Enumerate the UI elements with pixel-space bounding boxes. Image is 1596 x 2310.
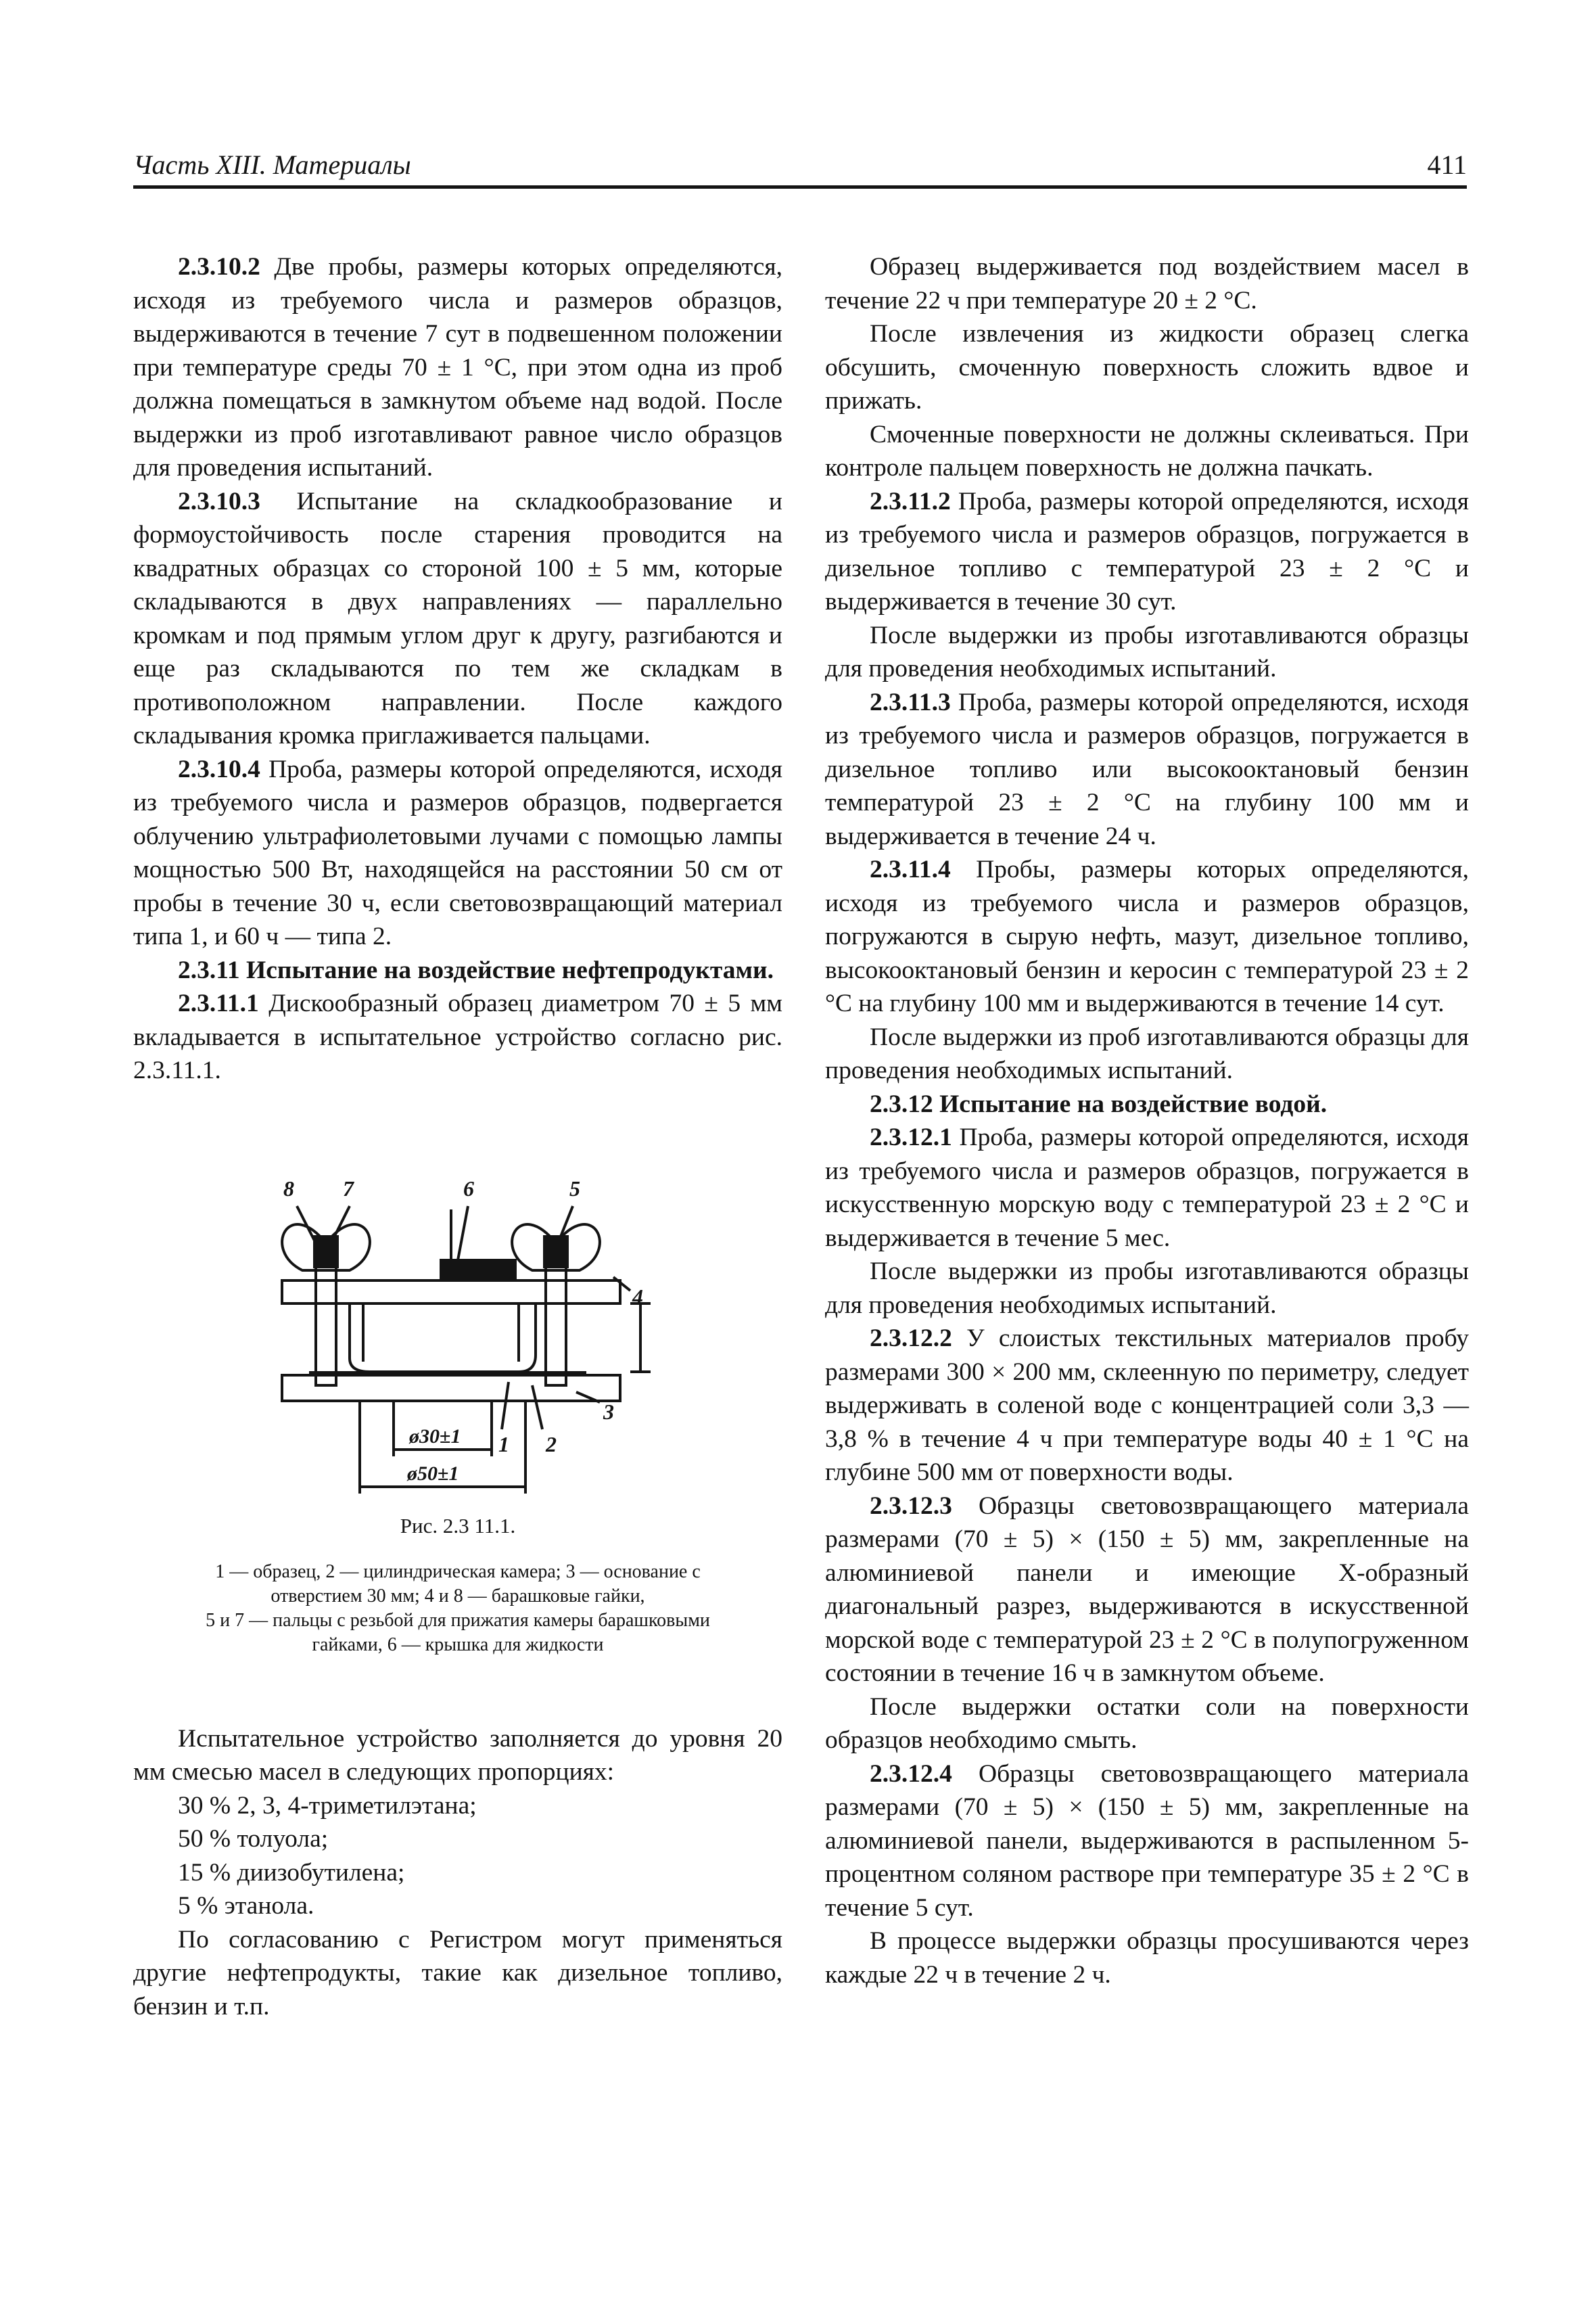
clause-text: Испытание на складкообразование и формоустойчивость после старения проводится на квадратных образцах со стороной 100 ± 5 мм, которые складываются в двух направлениях — параллельно кромкам и под прямым углом друг к другу, разгибаются и еще раз складываются по тем же складкам в противоположном направлении. После каждого складывания кромка приглаживается пальцами. [133, 487, 782, 749]
clause-number: 2.3.11.4 [870, 856, 951, 883]
paragraph-2-3-11-4 [825, 853, 1469, 1021]
paragraph-2-3-12-4 [825, 1757, 1469, 1925]
paragraph-2-3-10-2 [133, 250, 782, 485]
clause-number: 2.3.12.1 [870, 1124, 952, 1151]
cylinder-chamber [350, 1303, 536, 1372]
label-6: 6 [463, 1176, 474, 1201]
paragraph: Смоченные поверхности не должны склеиваться. При контроле пальцем поверхность не должна пачкать. [825, 420, 1469, 482]
clause-text: Проба, размеры которой определяются, исходя из требуемого числа и размеров образцов, погружается в искусственную морскую воду с температурой 23 ± 2 °С и выдерживается в течение 5 мес. [825, 1124, 1469, 1252]
legend-line-2: 5 и 7 — пальцы с резьбой для прижатия камеры барашковыми гайками, 6 — крышка для жидкости [206, 1609, 710, 1655]
clause-number: 2.3.10.2 [178, 253, 260, 281]
clause-number: 2.3.11.2 [870, 487, 951, 515]
label-7: 7 [343, 1176, 354, 1201]
figure-caption: Рис. 2.3 11.1. [400, 1513, 516, 1538]
section-heading-2-3-11 [133, 954, 782, 988]
paragraph-2-3-12-2 [825, 1322, 1469, 1489]
label-8: 8 [283, 1176, 294, 1201]
left-column [133, 250, 782, 2023]
clamp-plate [282, 1280, 620, 1303]
dimension-inner: ø30±1 [409, 1425, 461, 1448]
paragraph-2-3-12-1 [825, 1121, 1469, 1255]
base-plate [282, 1375, 620, 1401]
page-number: 411 [1427, 149, 1467, 180]
paragraph-mixture: Испытательное устройство заполняется до уровня 20 мм смесью масел в следующих пропорциях: [133, 1724, 782, 1786]
paragraph: После выдержки из проб изготавливаются образцы для проведения необходимых испытаний. [825, 1023, 1469, 1084]
clause-text: Образцы световозвращающего материала размерами (70 ± 5) × (150 ± 5) мм, закрепленные на алюминиевой панели и имеющие Х-образный диагональный разрез, выдерживаются в искусственной морской воде с температурой 23 ± 2 °С в полупогруженном состоянии в течение 16 ч в замкнутом объеме. [825, 1492, 1469, 1687]
clause-text: Дискообразный образец диаметром 70 ± 5 мм вкладывается в испытательное устройство согласно рис. 2.3.11.1. [133, 990, 782, 1084]
clause-number: 2.3.12.4 [870, 1759, 952, 1788]
paragraph: После выдержки остатки соли на поверхности образцов необходимо смыть. [825, 1692, 1469, 1754]
clause-number: 2.3.10.4 [178, 755, 260, 783]
paragraph-2-3-12-3 [825, 1489, 1469, 1690]
clause-number: 2.3.11.1 [178, 990, 259, 1017]
clause-text: Проба, размеры которой определяются, исходя из требуемого числа и размеров образцов, погружается в дизельное топливо или высокооктановый бензин температурой 23 ± 2 °С на глубину 100 мм и выдерживается в течение 24 ч. [825, 688, 1469, 850]
label-4: 4 [632, 1284, 643, 1309]
list-item: 15 % диизобутилена; [178, 1858, 405, 1887]
section-heading: 2.3.12 Испытание на воздействие водой. [870, 1090, 1328, 1118]
test-device-figure [133, 1169, 782, 1507]
paragraph-2-3-11-2 [825, 485, 1469, 619]
dimension-outer: ø50±1 [407, 1462, 459, 1485]
paragraph: После извлечения из жидкости образец слегка обсушить, смоченную поверхность сложить вдвое и прижать. [825, 320, 1469, 415]
right-column [825, 250, 1469, 1991]
legend-line-1: 1 — образец, 2 — цилиндрическая камера; 3 — основание с отверстием 30 мм; 4 и 8 — барашковые гайки, [215, 1561, 701, 1607]
paragraph: В процессе выдержки образцы просушиваются через каждые 22 ч в течение 2 ч. [825, 1927, 1469, 1989]
clause-number: 2.3.12.3 [870, 1492, 952, 1520]
paragraph-2-3-11-1 [133, 987, 782, 1088]
clause-number: 2.3.10.3 [178, 487, 260, 515]
paragraph: Образец выдерживается под воздействием масел в течение 22 ч при температуре 20 ± 2 °С. [825, 253, 1469, 315]
clause-number: 2.3.11.3 [870, 688, 951, 716]
clause-text: Образцы световозвращающего материала размерами (70 ± 5) × (150 ± 5) мм, закрепленные на алюминиевой панели, выдерживаются в распыленном 5-процентном соляном растворе при температуре 35 ± 2 °С в течение 5 сут. [825, 1759, 1469, 1922]
clause-text: Пробы, размеры которых определяются, исходя из требуемого числа и размеров образцов, погружаются в сырую нефть, мазут, дизельное топливо, высокооктановый бензин и керосин с температурой 23 ± 2 °С на глубину 100 мм и выдерживаются в течение 14 сут. [825, 856, 1469, 1017]
section-heading-2-3-12 [825, 1088, 1469, 1122]
paragraph-2-3-10-3 [133, 485, 782, 753]
clause-text: Две пробы, размеры которых определяются, исходя из требуемого числа и размеров образцов, выдерживаются в течение 7 сут в подвешенном положении при температуре среды 70 ± 1 °С, при этом одна из проб должна помещаться в замкнутом объеме над водой. После выдержки из проб изготавливают равное число образцов для проведения испытаний. [133, 253, 782, 482]
label-1: 1 [498, 1431, 509, 1456]
clause-text: У слоистых текстильных материалов пробу размерами 300 × 200 мм, склеенную по периметру, следует выдерживать в соленой воде с концентрацией соли 3,3 — 3,8 % в течение 4 ч при температуре воды 40 ± 1 °С на глубине 500 мм от поверхности воды. [825, 1324, 1469, 1486]
test-device-drawing [235, 1169, 681, 1507]
clause-number: 2.3.12.2 [870, 1324, 952, 1352]
running-title: Часть XIII. Материалы [133, 149, 411, 180]
label-2: 2 [546, 1431, 557, 1456]
paragraph-alternatives: По согласованию с Регистром могут применяться другие нефтепродукты, такие как дизельное топливо, бензин и т.п. [133, 1925, 782, 2020]
list-item: 50 % толуола; [178, 1825, 329, 1853]
paragraph: После выдержки из пробы изготавливаются образцы для проведения необходимых испытаний. [825, 1257, 1469, 1319]
label-3: 3 [603, 1399, 614, 1424]
paragraph-2-3-11-3 [825, 686, 1469, 854]
lid [441, 1260, 515, 1280]
paragraph-2-3-10-4 [133, 753, 782, 954]
paragraph: После выдержки из пробы изготавливаются образцы для проведения необходимых испытаний. [825, 621, 1469, 683]
section-heading: 2.3.11 Испытание на воздействие нефтепродуктами. [178, 956, 774, 984]
page-header [133, 145, 1467, 189]
mixture-list [133, 1789, 782, 1923]
figure-legend [133, 1560, 782, 1657]
clause-text: Проба, размеры которой определяются, исходя из требуемого числа и размеров образцов, подвергается облучению ультрафиолетовыми лучами с помощью лампы мощностью 500 Вт, находящейся на расстоянии 50 см от пробы в течение 30 ч, если световозвращающий материал типа 1, и 60 ч — типа 2. [133, 755, 782, 950]
list-item: 5 % этанола. [178, 1892, 314, 1920]
label-5: 5 [569, 1176, 580, 1201]
list-item: 30 % 2, 3, 4-триметилэтана; [178, 1791, 477, 1820]
clause-text: Проба, размеры которой определяются, исходя из требуемого числа и размеров образцов, погружается в дизельное топливо с температурой 23 ± 2 °С и выдерживается в течение 30 сут. [825, 487, 1469, 616]
